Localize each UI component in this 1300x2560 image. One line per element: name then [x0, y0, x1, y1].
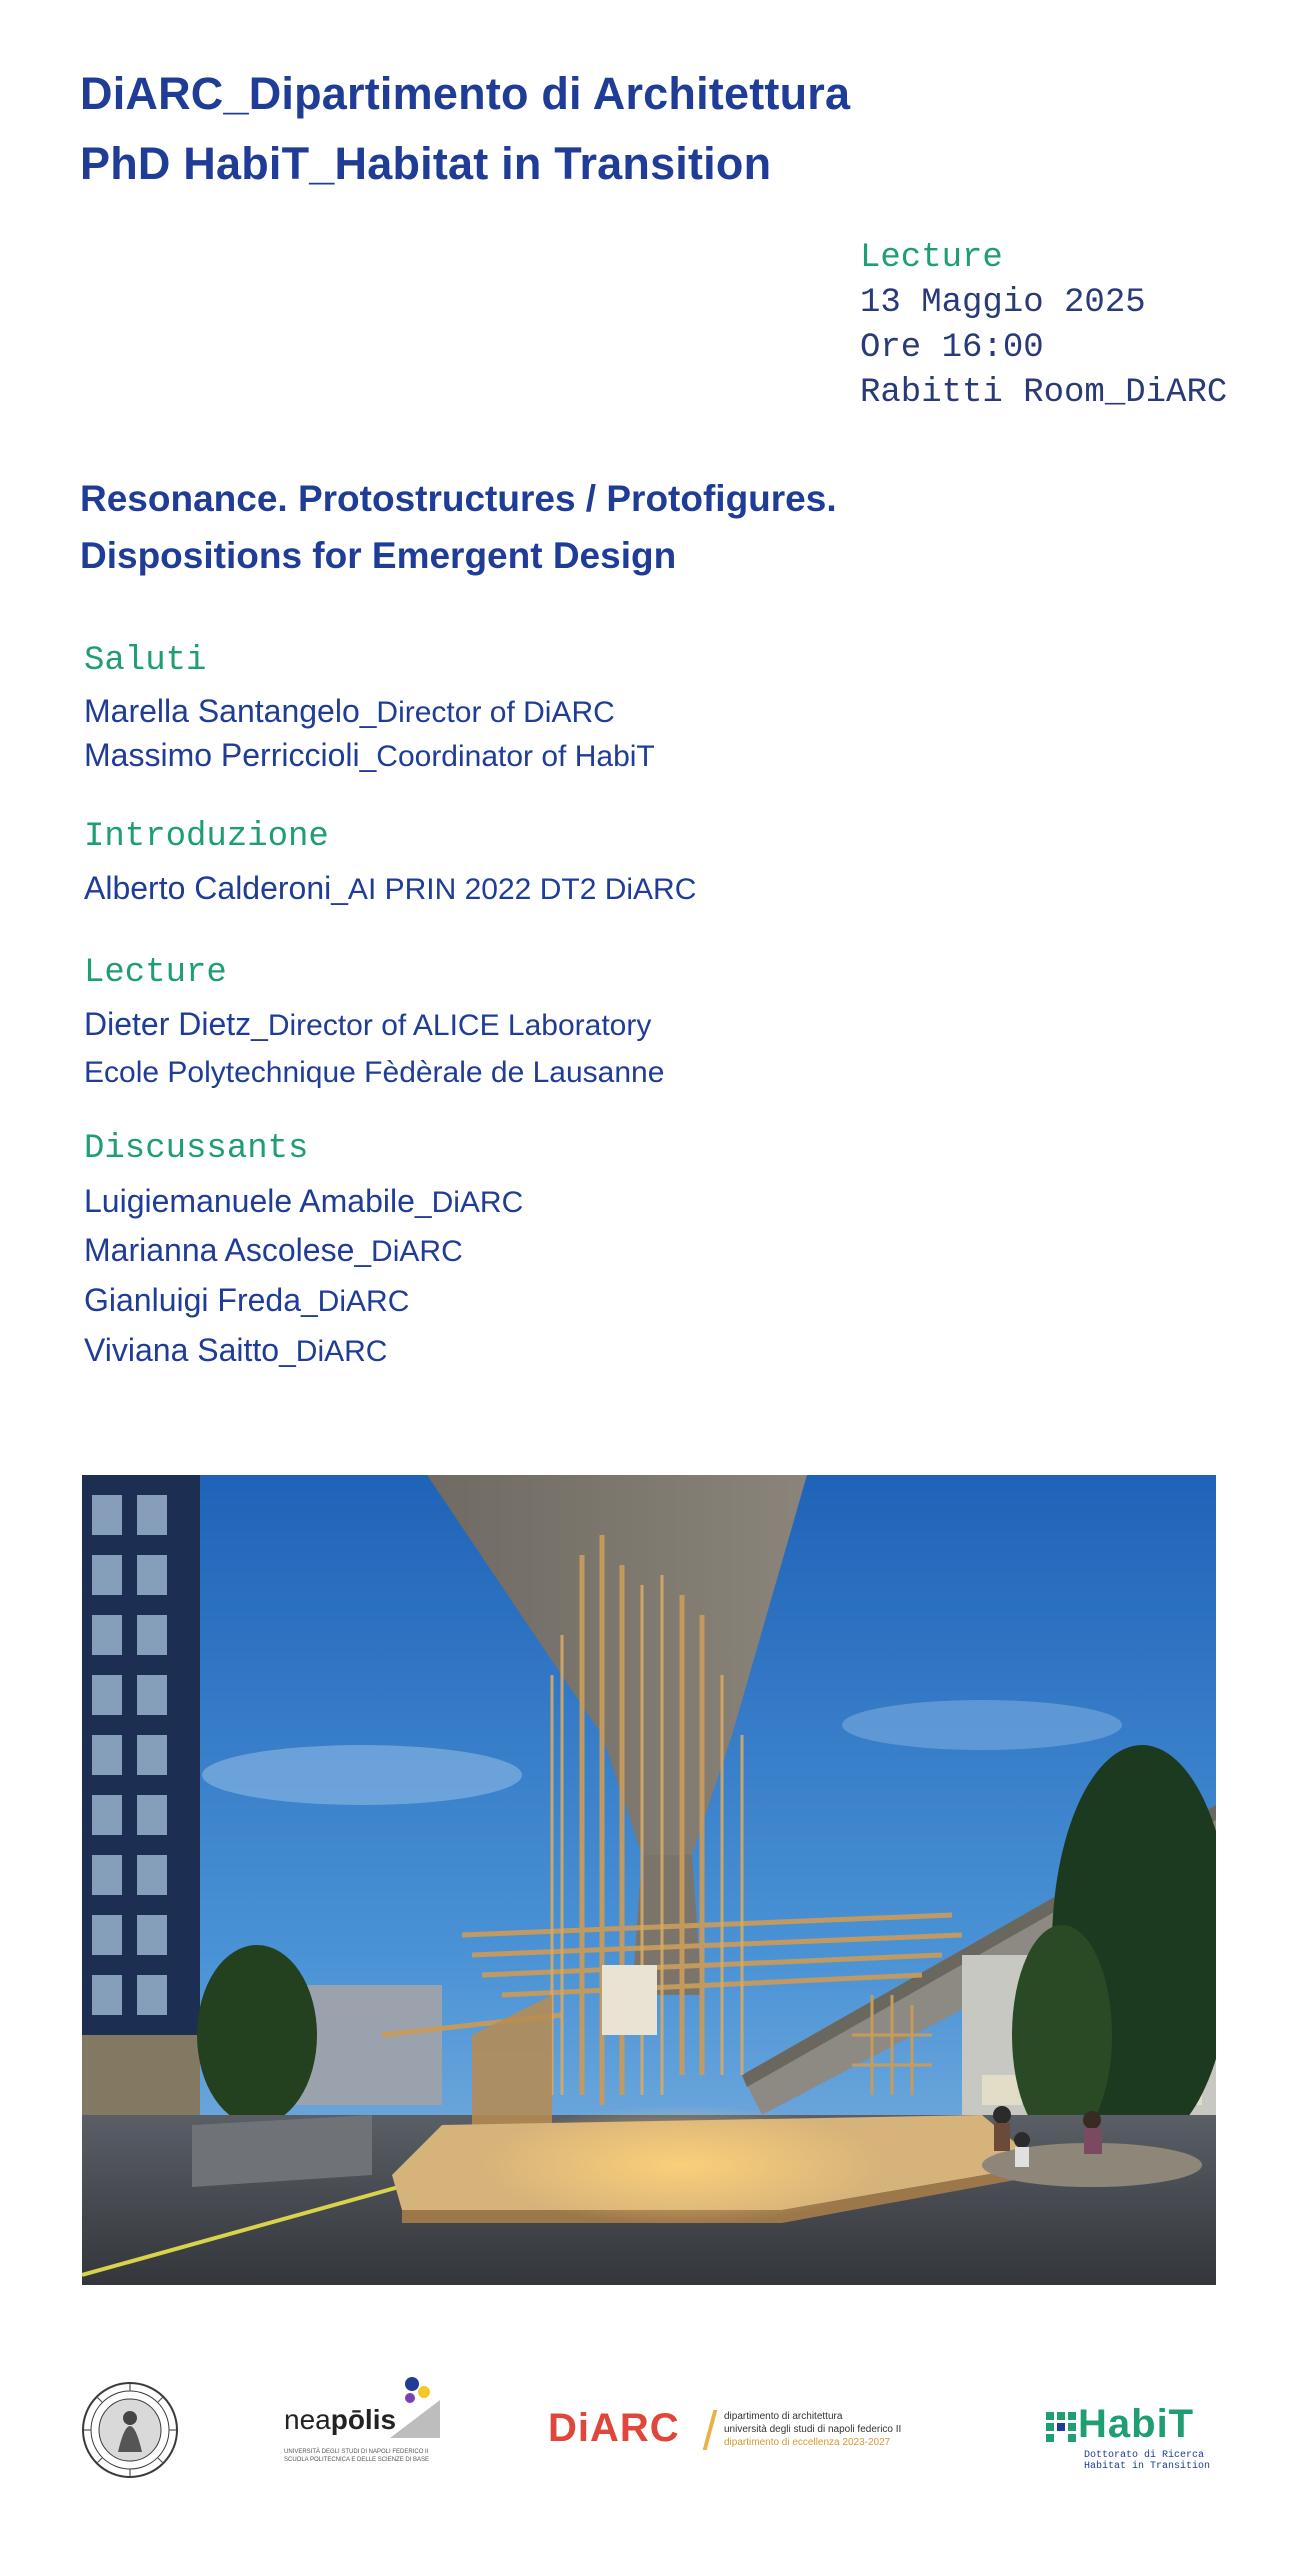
person-discussant-1 — [84, 1183, 523, 1220]
neapolis-sub-line1: UNIVERSITÀ DEGLI STUDI DI NAPOLI FEDERICO II — [284, 2449, 429, 2455]
neapolis-logo — [278, 2370, 438, 2490]
phd-title: PhD HabiT_Habitat in Transition — [80, 138, 772, 189]
event-date: 13 Maggio 2025 — [860, 284, 1146, 322]
person-name: Luigiemanuele Amabile — [84, 1183, 415, 1219]
diarc-wordmark: DiARC — [548, 2406, 680, 2450]
person-role: _AI PRIN 2022 DT2 DiARC — [331, 873, 697, 906]
university-seal-logo — [80, 2370, 180, 2490]
habit-sub-line2: Habitat in Transition — [1084, 2461, 1211, 2472]
section-label-discussants: Discussants — [84, 1130, 309, 1168]
person-name: Viviana Saitto — [84, 1332, 280, 1368]
person-introduzione-1 — [84, 870, 696, 907]
neapolis-wordmark — [284, 2404, 396, 2436]
person-role: _DiARC — [301, 1285, 410, 1318]
person-name: Marella Santangelo — [84, 693, 360, 729]
neapolis-mark-icon — [390, 2370, 440, 2440]
person-discussant-2 — [84, 1232, 463, 1269]
person-affiliation: Ecole Polytechnique Fèdèrale de Lausanne — [84, 1056, 665, 1089]
person-lecture-2 — [84, 1053, 664, 1090]
diarc-subtitle — [724, 2410, 901, 2449]
event-time: Ore 16:00 — [860, 329, 1044, 367]
neapolis-word-bold: pōlis — [330, 2404, 397, 2435]
person-saluti-2 — [84, 737, 655, 774]
pavilion-photo — [82, 1475, 1216, 2285]
habit-sub-line1: Dottorato di Ricerca — [1084, 2450, 1205, 2461]
habit-subtitle — [1084, 2450, 1210, 2472]
habit-wordmark: HabiT — [1078, 2402, 1195, 2446]
section-label-lecture: Lecture — [84, 954, 227, 992]
department-title: DiARC_Dipartimento di Architettura — [80, 68, 851, 119]
habit-logo — [1046, 2370, 1226, 2490]
person-name: Gianluigi Freda — [84, 1282, 301, 1318]
person-role: _DiARC — [279, 1335, 388, 1368]
neapolis-subtitle — [284, 2448, 434, 2464]
person-role: _DiARC — [354, 1235, 463, 1268]
person-role: _DiARC — [414, 1186, 524, 1219]
lecture-title-line2: Dispositions for Emergent Design — [80, 535, 677, 576]
diarc-sub-line3: dipartimento di eccellenza 2023-2027 — [724, 2437, 891, 2448]
event-place: Rabitti Room_DiARC — [860, 374, 1228, 412]
habit-grid-icon — [1046, 2412, 1076, 2442]
person-name: Marianna Ascolese — [84, 1232, 355, 1268]
diarc-sub-line2: università degli studi di napoli federico II — [724, 2424, 902, 2435]
seal-icon — [80, 2380, 180, 2480]
pavilion-photo-graphic — [82, 1475, 1216, 2285]
person-role: _Coordinator of HabiT — [359, 740, 655, 773]
diarc-sub-line1: dipartimento di architettura — [724, 2411, 843, 2422]
person-discussant-3 — [84, 1282, 409, 1319]
person-discussant-4 — [84, 1332, 387, 1369]
section-label-introduzione: Introduzione — [84, 818, 329, 856]
person-role: _Director of ALICE Laboratory — [251, 1009, 652, 1042]
neapolis-word-pre: nea — [284, 2404, 331, 2435]
event-info — [860, 236, 1227, 416]
diarc-logo — [548, 2370, 948, 2490]
diarc-divider — [703, 2410, 718, 2450]
section-label-saluti: Saluti — [84, 642, 207, 680]
event-type: Lecture — [860, 239, 1003, 277]
person-saluti-1 — [84, 693, 615, 730]
neapolis-sub-line2: SCUOLA POLITECNICA E DELLE SCIENZE DI BASE — [284, 2457, 430, 2463]
person-role: _Director of DiARC — [359, 696, 615, 729]
lecture-title-line1: Resonance. Protostructures / Protofigures. — [80, 478, 837, 519]
person-name: Massimo Perriccioli — [84, 737, 360, 773]
person-name: Dieter Dietz — [84, 1006, 252, 1042]
person-name: Alberto Calderoni — [84, 870, 332, 906]
lecture-title — [80, 470, 837, 584]
person-lecture-1 — [84, 1006, 651, 1043]
